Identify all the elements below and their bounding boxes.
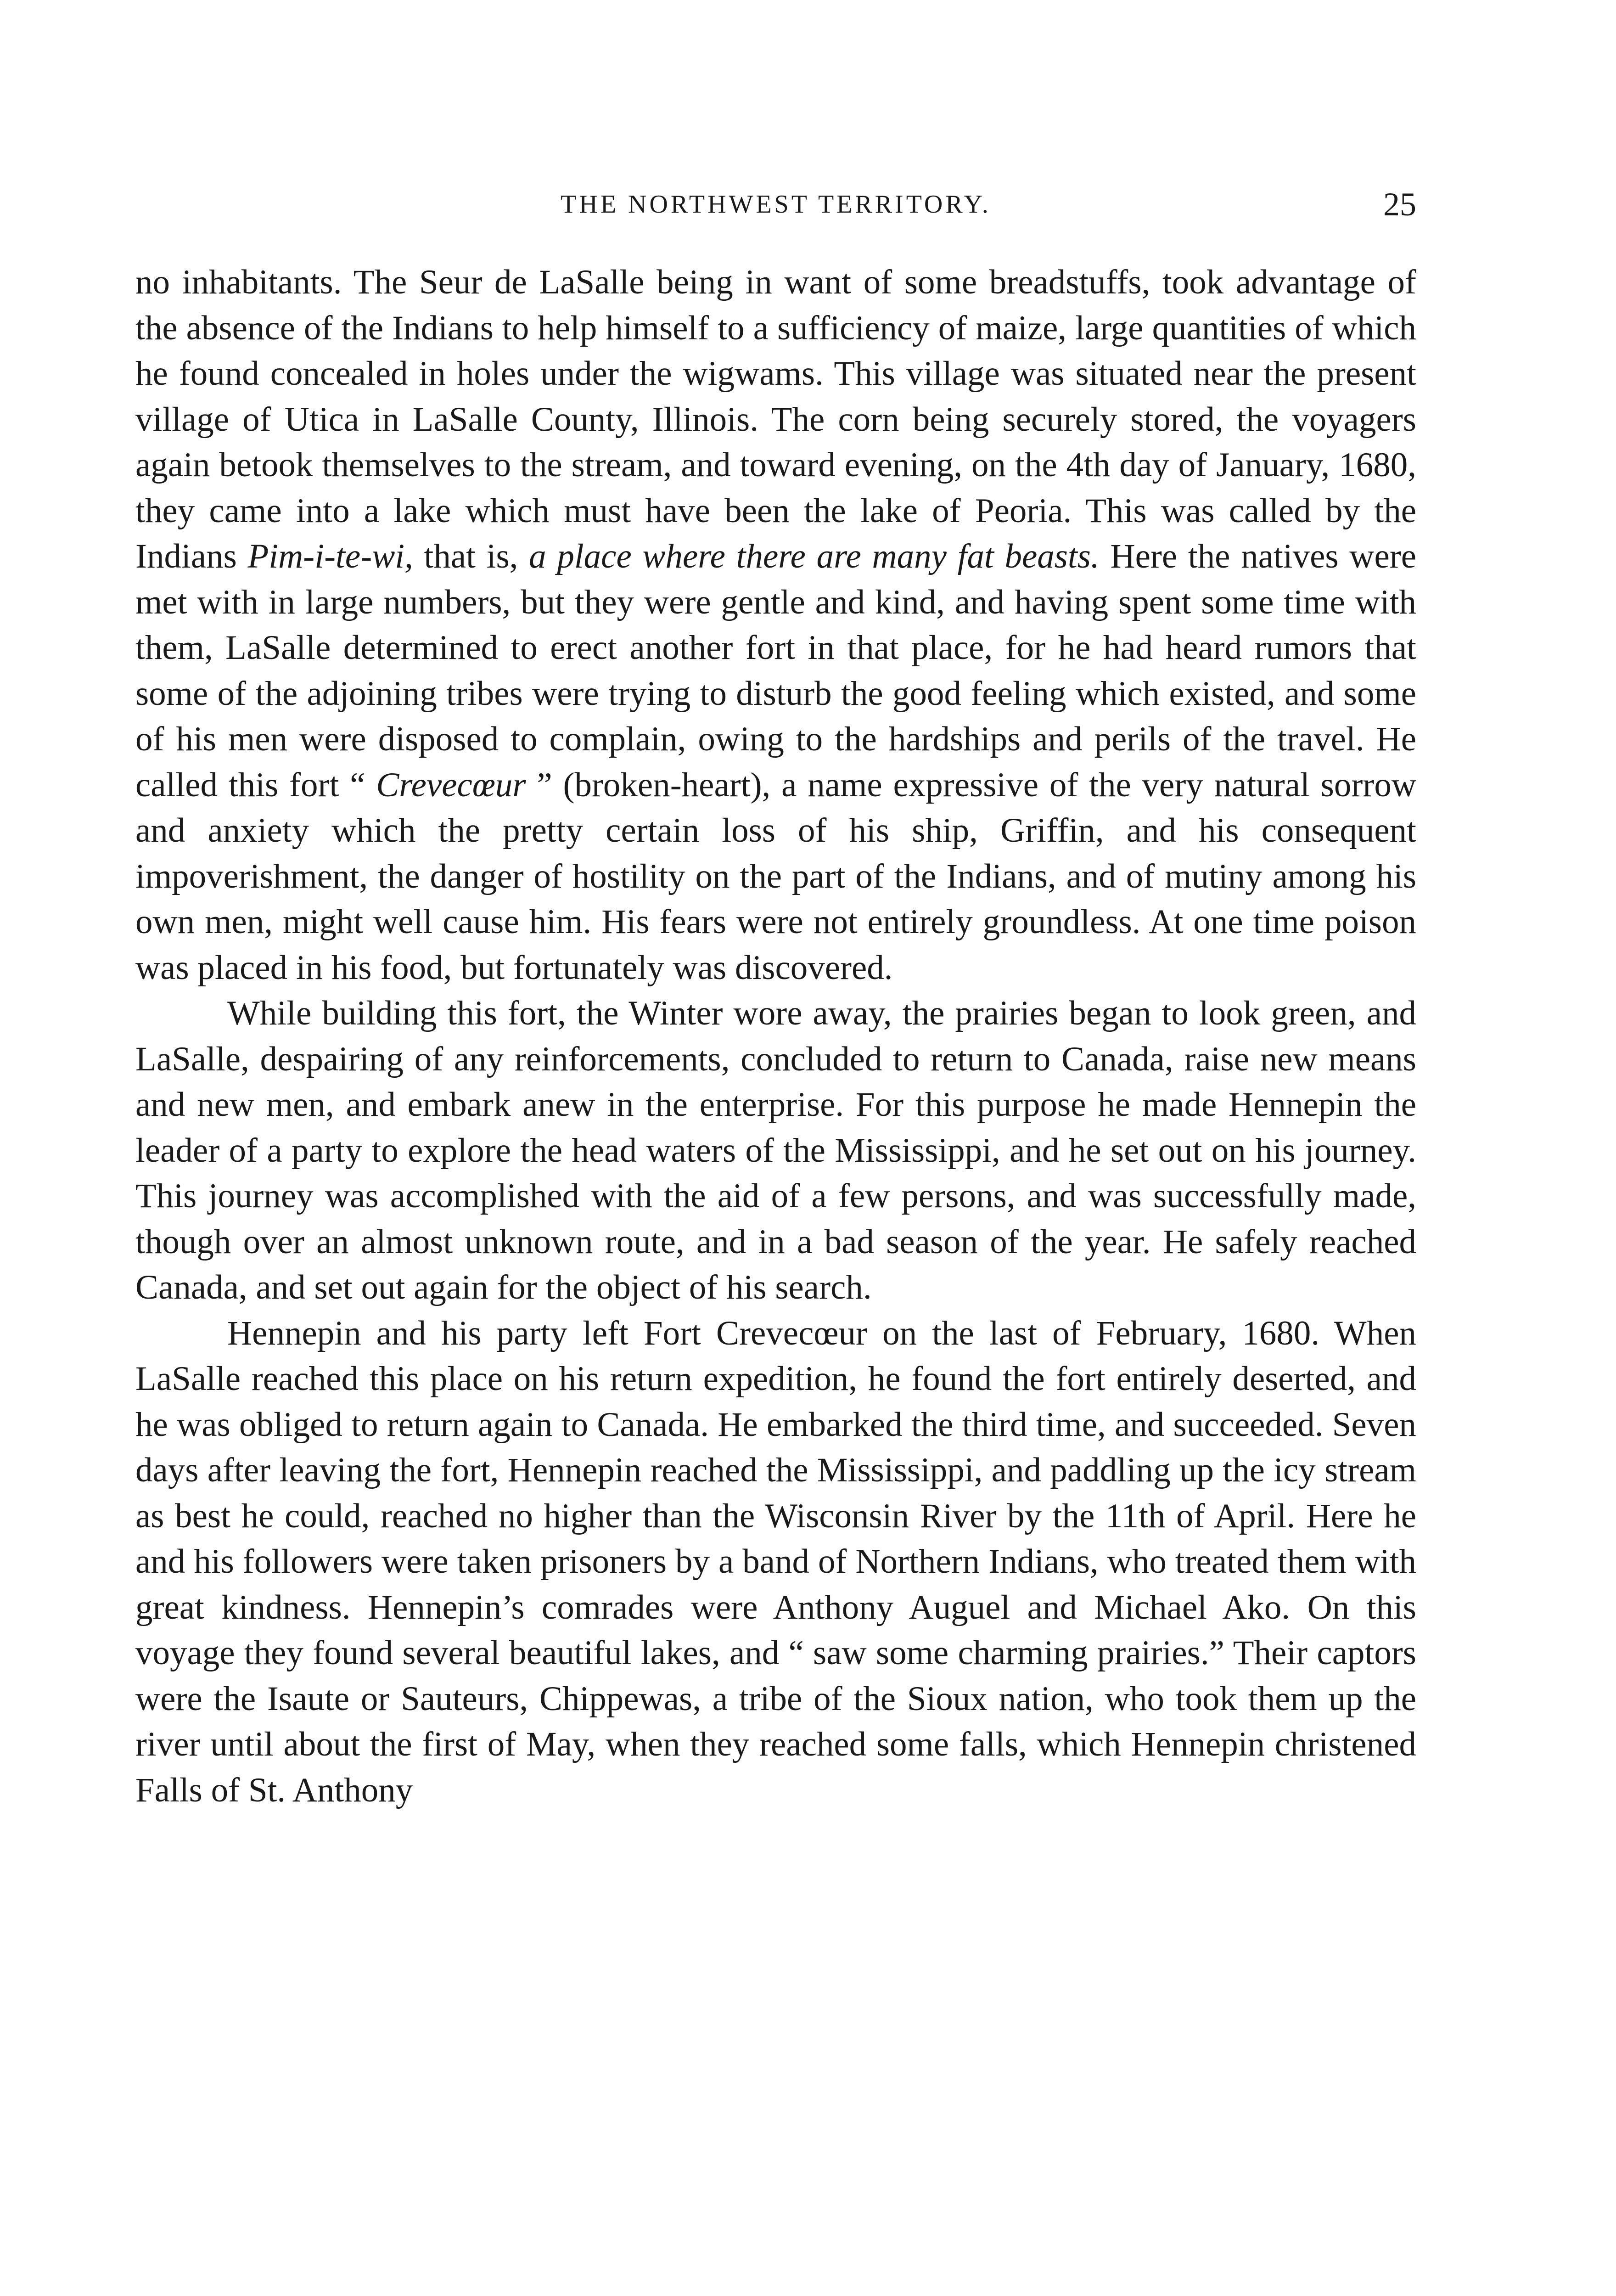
italic-pim-i-te-wi: Pim-i-te-wi, (247, 537, 413, 575)
book-page (135, 0, 1416, 2296)
body-text (135, 259, 1416, 1813)
paragraph-1-text-b: that is, (413, 537, 529, 575)
paragraph-1-text-c: Here the natives were met with in large numbers, but they were gentle and kind, and having spent some time with them, LaSalle determined to erect another fort in that place, for he had heard rumors that some of the adjoining tribes were trying to disturb the good feeling which existed, and some of his men were disposed to complain, owing to the hardships and perils of the travel. He called this fort “ (135, 537, 1416, 804)
running-title: THE NORTHWEST TERRITORY. (561, 190, 991, 219)
italic-place-description: a place where there are many fat beasts. (529, 537, 1100, 575)
paragraph-1 (135, 259, 1416, 990)
paragraph-2: While building this fort, the Winter wore away, the prairies began to look green, and LaSalle, despairing of any reinforcements, concluded to return to Canada, raise new means and new men, and embark anew in the enterprise. For this purpose he made Hennepin the leader of a party to explore the head waters of the Mississippi, and he set out on his journey. This journey was accomplished with the aid of a few persons, and was successfully made, though over an almost unknown route, and in a bad season of the year. He safely reached Canada, and set out again for the object of his search. (135, 994, 1416, 1306)
paragraph-1-text-d: ” (broken-heart), a name expressive of the very natural sorrow and anxiety which the pretty certain loss of his ship, Griffin, and his consequent impoverishment, the danger of hostility on the part of the Indians, and of mutiny among his own men, might well cause him. His fears were not entirely groundless. At one time poison was placed in his food, but fortunately was discovered. (135, 765, 1416, 987)
running-head (135, 186, 1416, 223)
italic-crevecoeur: Crevecœur (376, 765, 526, 804)
page-number: 25 (1383, 186, 1416, 223)
paragraph-3: Hennepin and his party left Fort Crevecœur on the last of February, 1680. When LaSalle reached this place on his return expedition, he found the fort entirely deserted, and he was obliged to return again to Canada. He embarked the third time, and succeeded. Seven days after leaving the fort, Hennepin reached the Mississippi, and paddling up the icy stream as best he could, reached no higher than the Wisconsin River by the 11th of April. Here he and his followers were taken prisoners by a band of Northern Indians, who treated them with great kindness. Hennepin’s comrades were Anthony Auguel and Michael Ako. On this voyage they found several beautiful lakes, and “ saw some charming prairies.” Their captors were the Isaute or Sauteurs, Chippewas, a tribe of the Sioux nation, who took them up the river until about the first of May, when they reached some falls, which Hennepin christened Falls of St. Anthony (135, 1314, 1416, 1809)
paragraph-1-text-a: no inhabitants. The Seur de LaSalle being in want of some breadstuffs, took advantage of the absence of the Indians to help himself to a sufficiency of maize, large quantities of which he found concealed in holes under the wigwams. This village was situated near the present village of Utica in LaSalle County, Illinois. The corn being securely stored, the voyagers again betook themselves to the stream, and toward evening, on the 4th day of January, 1680, they came into a lake which must have been the lake of Peoria. This was called by the Indians (135, 263, 1416, 575)
